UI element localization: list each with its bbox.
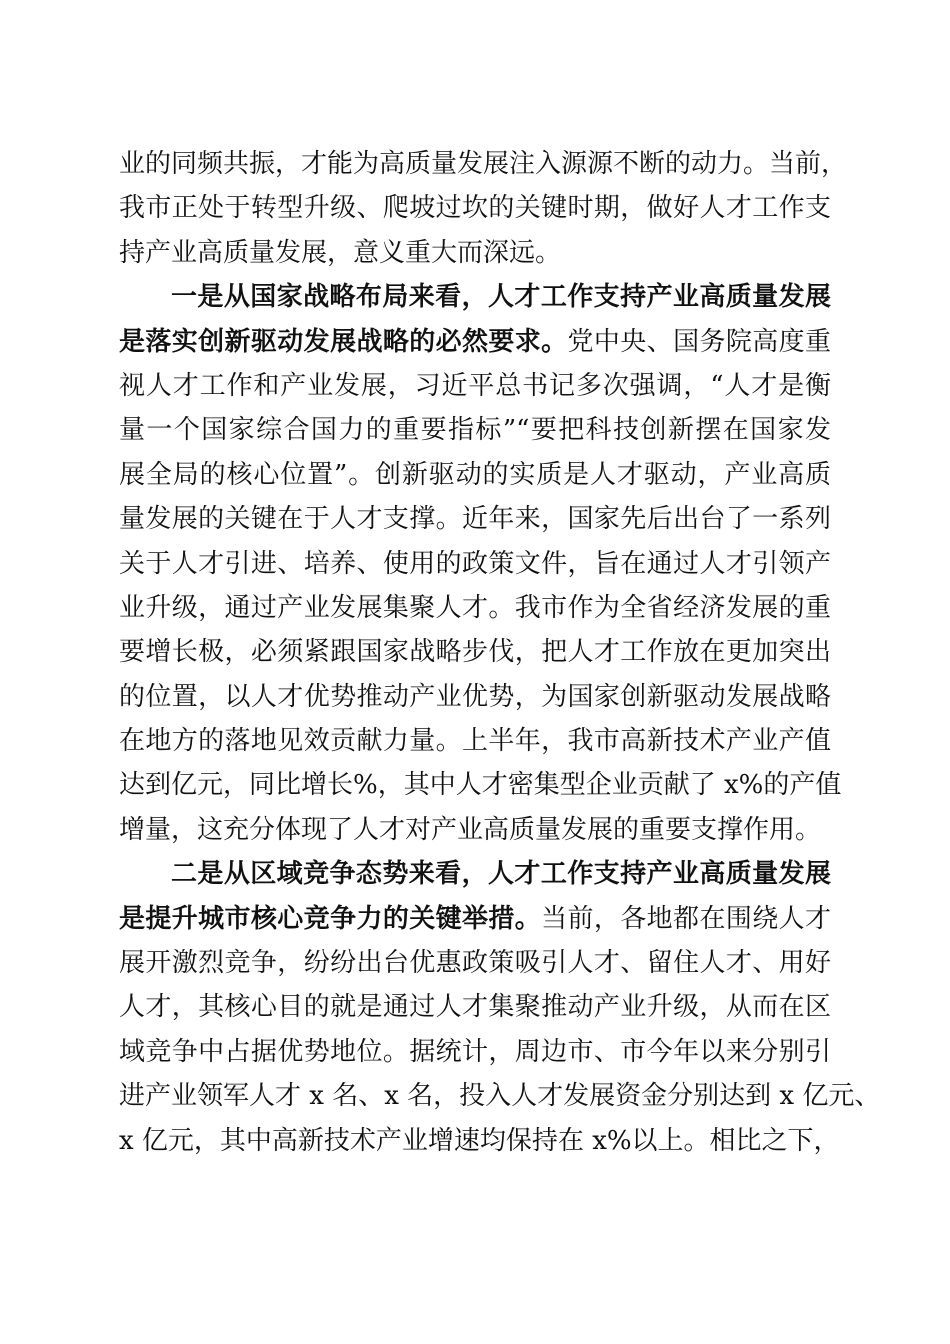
text-line: [119, 897, 831, 941]
text-line: 增量，这充分体现了人才对产业高质量发展的重要支撑作用。: [119, 814, 822, 845]
bold-heading-text: 是落实创新驱动发展战略的必然要求。: [119, 326, 568, 357]
paragraph-national-strategy: [119, 275, 842, 852]
text-line: 量发展的关键在于人才支撑。近年来，国家先后出台了一系列: [119, 504, 831, 535]
text-line: 在地方的落地见效贡献力量。上半年，我市高新技术产业产值: [119, 726, 831, 757]
text-line: 量一个国家综合国力的重要指标”“要把科技创新摆在国家发: [119, 415, 831, 446]
paragraph-intro-continuation: [119, 142, 848, 275]
bold-heading-text: 是提升城市核心竞争力的关键举措。: [119, 903, 542, 934]
text-line: 展开激烈竞争，纷纷出台优惠政策吸引人才、留住人才、用好: [119, 948, 831, 979]
text-line: 进产业领军人才 x 名、x 名，投入人才发展资金分别达到 x 亿元、: [119, 1081, 881, 1112]
text-line: 人才，其核心目的就是通过人才集聚推动产业升级，从而在区: [119, 992, 831, 1023]
text-line: 域竞争中占据优势地位。据统计，周边市、市今年以来分别引: [119, 1036, 831, 1067]
body-text: 当前，各地都在围绕人才: [541, 903, 831, 934]
text-line: [119, 852, 831, 896]
text-line: 业的同频共振，才能为高质量发展注入源源不断的动力。当前，: [119, 149, 848, 179]
text-line: 关于人才引进、培养、使用的政策文件，旨在通过人才引领产: [119, 548, 831, 579]
text-line: 达到亿元，同比增长%，其中人才密集型企业贡献了 x%的产值: [119, 770, 842, 801]
text-line: 的位置，以人才优势推动产业优势，为国家创新驱动发展战略: [119, 681, 831, 712]
text-line: 业升级，通过产业发展集聚人才。我市作为全省经济发展的重: [119, 592, 831, 623]
text-line: x 亿元，其中高新技术产业增速均保持在 x%以上。相比之下，: [119, 1125, 840, 1156]
text-line: 要增长极，必须紧跟国家战略步伐，把人才工作放在更加突出: [119, 637, 831, 668]
paragraph-regional-competition: [119, 852, 881, 1163]
bold-heading-text: 二是从区域竞争态势来看，人才工作支持产业高质量发展: [171, 859, 831, 890]
text-line: [119, 275, 831, 319]
body-text: 党中央、国务院高度重: [567, 326, 831, 357]
text-line: 持产业高质量发展，意义重大而深远。: [119, 237, 562, 268]
text-line: 展全局的核心位置”。创新驱动的实质是人才驱动，产业高质: [119, 459, 831, 490]
text-line: 我市正处于转型升级、爬坡过坎的关键时期，做好人才工作支: [119, 193, 831, 224]
bold-heading-text: 一是从国家战略布局来看，人才工作支持产业高质量发展: [171, 282, 831, 313]
text-line: [119, 320, 831, 364]
text-line: 视人才工作和产业发展，习近平总书记多次强调，“人才是衡: [119, 370, 831, 401]
document-page: [119, 142, 881, 1163]
